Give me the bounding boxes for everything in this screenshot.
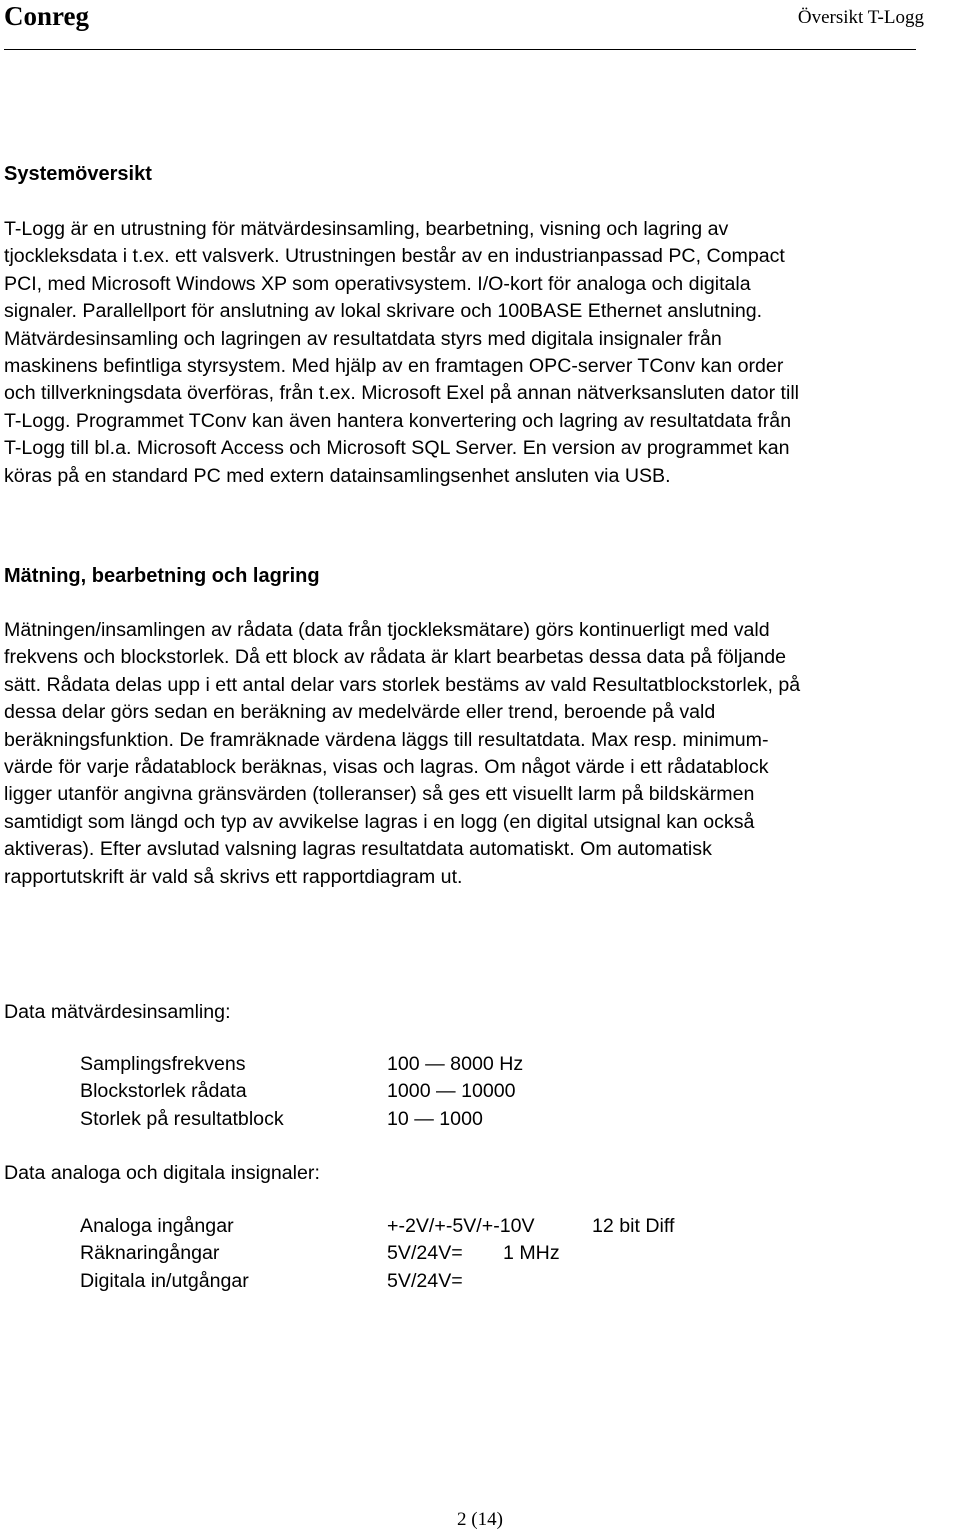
spec-label: Räknaringångar — [80, 1242, 220, 1265]
text-line: T-Logg till bl.a. Microsoft Access och Microsoft SQL Server. En version av programmet kan — [4, 437, 790, 460]
text-line: sätt. Rådata delas upp i ett antal delar vars storlek bestäms av vald Resultatblockstorlek, på — [4, 673, 801, 696]
text-line: maskinens befintliga styrsystem. Med hjälp av en framtagen OPC-server TConv kan order — [4, 355, 784, 378]
section-heading-systemoversikt: Systemöversikt — [4, 163, 152, 185]
text-line: aktiveras). Efter avslutad valsning lagras resultatdata automatiskt. Om automatisk — [4, 838, 712, 861]
spec-row — [80, 1106, 680, 1133]
company-name: Conreg — [4, 1, 89, 31]
text-line: T-Logg. Programmet TConv kan även hantera konvertering och lagring av resultatdata från — [4, 409, 792, 432]
paragraph-system-overview — [4, 216, 959, 490]
text-line: T-Logg är en utrustning för mätvärdesinsamling, bearbetning, visning och lagring av — [4, 218, 729, 240]
spec-extra: 1 MHz — [503, 1242, 560, 1265]
document-title: Översikt T-Logg — [797, 7, 924, 28]
text-line: Mätvärdesinsamling och lagringen av resultatdata styrs med digitala insignaler från — [4, 327, 722, 350]
spec-extra: 12 bit Diff — [592, 1215, 675, 1237]
text-line: ligger utanför angivna gränsvärden (tolleranser) så ges ett visuellt larm på bildskärmen — [4, 783, 755, 806]
spec-value: +-2V/+-5V/+-10V — [387, 1215, 535, 1237]
text-line: dessa delar görs sedan en beräkning av medelvärde eller trend, beroende på vald — [4, 701, 716, 724]
data-collection-spec-list — [80, 1051, 680, 1133]
io-signals-spec-list — [80, 1213, 780, 1295]
text-line: och tillverkningsdata överföras, från t.ex. Microsoft Exel på annan nätverksansluten dator till — [4, 382, 800, 405]
text-line: beräkningsfunktion. De framräknade värdena läggs till resultatdata. Max resp. minimum- — [4, 728, 769, 751]
spec-value: 5V/24V= — [387, 1269, 463, 1292]
spec-row — [80, 1051, 680, 1078]
spec-value: 100 — 8000 Hz — [387, 1053, 524, 1075]
spec-value: 1000 — 10000 — [387, 1080, 516, 1103]
section-heading-matning: Mätning, bearbetning och lagring — [4, 565, 320, 587]
text-line: värde för varje rådatablock beräknas, visas och lagras. Om något värde i ett rådatablock — [4, 756, 769, 779]
spec-row — [80, 1268, 780, 1295]
spec-row — [80, 1240, 780, 1267]
spec-label: Analoga ingångar — [80, 1215, 234, 1237]
header-rule — [4, 49, 916, 50]
spec-row — [80, 1213, 780, 1240]
text-line: frekvens och blockstorlek. Då ett block av rådata är klart bearbetas dessa data på följande — [4, 646, 787, 669]
spec-label: Digitala in/utgångar — [80, 1269, 249, 1292]
text-line: Mätningen/insamlingen av rådata (data från tjockleksmätare) görs kontinuerligt med vald — [4, 619, 770, 641]
spec-label: Storlek på resultatblock — [80, 1107, 284, 1130]
text-line: rapportutskrift är vald så skrivs ett rapportdiagram ut. — [4, 865, 463, 888]
text-line: signaler. Parallellport för anslutning av lokal skrivare och 100BASE Ethernet anslutning. — [4, 300, 763, 323]
spec-label: Blockstorlek rådata — [80, 1080, 247, 1103]
text-line: samtidigt som längd och typ av avvikelse lagras i en logg (en digital utsignal kan också — [4, 810, 755, 833]
io-signals-heading: Data analoga och digitala insignaler: — [4, 1162, 320, 1184]
spec-label: Samplingsfrekvens — [80, 1053, 246, 1075]
text-line: köras på en standard PC med extern datainsamlingsenhet ansluten via USB. — [4, 464, 671, 487]
spec-row — [80, 1078, 680, 1105]
data-collection-heading: Data mätvärdesinsamling: — [4, 1001, 231, 1023]
text-line: PCI, med Microsoft Windows XP som operativsystem. I/O-kort för analoga och digitala — [4, 272, 751, 295]
spec-value: 10 — 1000 — [387, 1107, 483, 1130]
page-number: 2 (14) — [457, 1509, 503, 1530]
text-line: tjockleksdata i t.ex. ett valsverk. Utrustningen består av en industrianpassad PC, Compact — [4, 245, 785, 268]
paragraph-measurement — [4, 617, 959, 891]
spec-value: 5V/24V= — [387, 1242, 463, 1265]
